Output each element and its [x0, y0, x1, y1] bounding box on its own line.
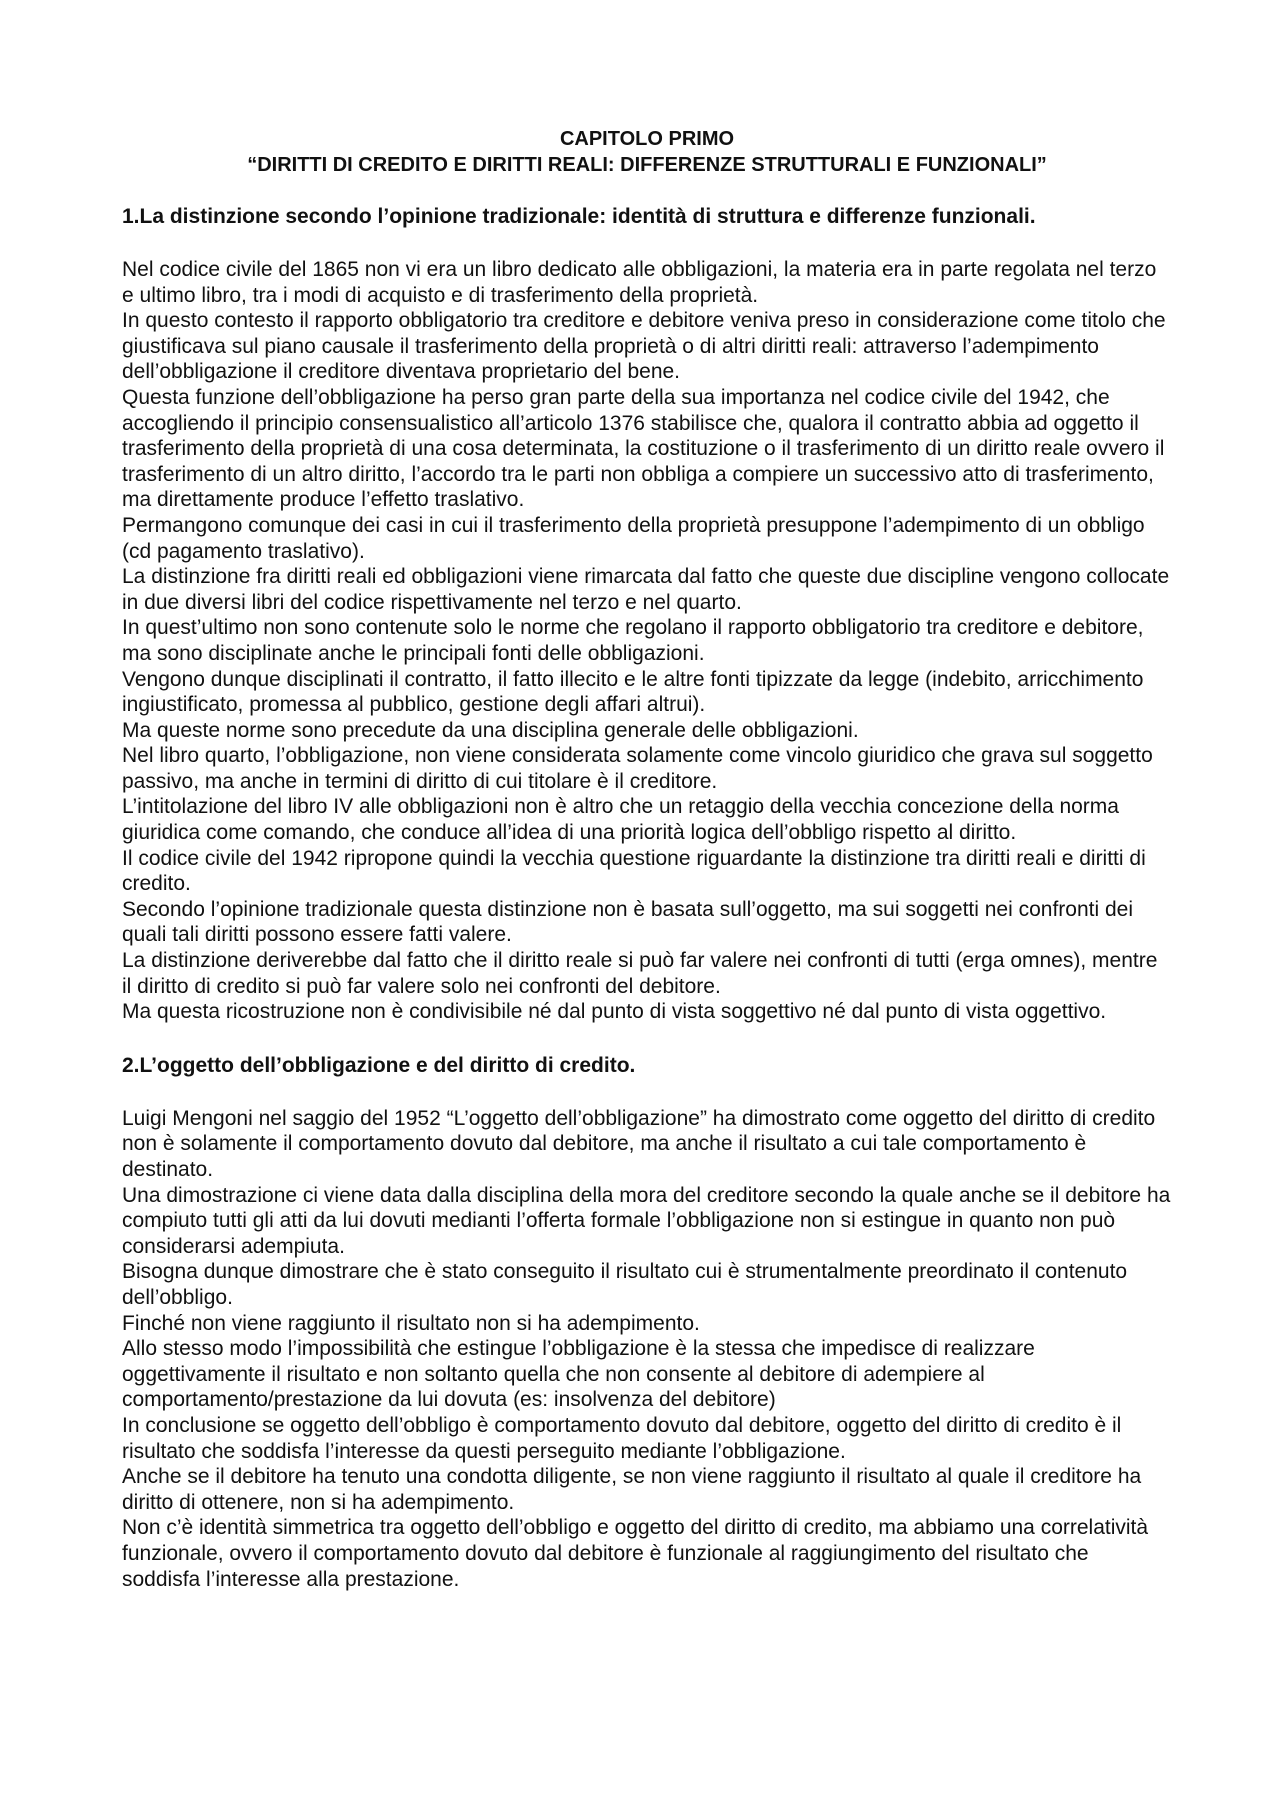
paragraph: Il codice civile del 1942 ripropone quindi la vecchia questione riguardante la distinzione tra diritti reali e diritti di credito. — [122, 846, 1146, 896]
paragraph: Questa funzione dell’obbligazione ha perso gran parte della sua importanza nel codice civile del 1942, che accogliendo il principio consensualistico all’articolo 1376 stabilisce che, qualora il contratto abbia ad oggetto il trasferimento della proprietà di una cosa determinata, la costituzione o il trasferimento di un diritto reale ovvero il trasferimento di un altro diritto, l’accordo tra le parti non obbliga a compiere un successivo atto di trasferimento, ma direttamente produce l’effetto traslativo. — [122, 385, 1165, 512]
paragraph: La distinzione fra diritti reali ed obbligazioni viene rimarcata dal fatto che queste due discipline vengono collocate in due diversi libri del codice rispettivamente nel terzo e nel quarto. — [122, 565, 1170, 614]
document-page — [122, 126, 1172, 1592]
chapter-subtitle: “DIRITTI DI CREDITO E DIRITTI REALI: DIFFERENZE STRUTTURALI E FUNZIONALI” — [247, 154, 1047, 176]
section-1-heading: 1.La distinzione secondo l’opinione tradizionale: identità di struttura e differenze funzionali. — [122, 205, 1036, 228]
section-2-heading: 2.L’oggetto dell’obbligazione e del diritto di credito. — [122, 1053, 636, 1077]
paragraph: Ma queste norme sono precedute da una disciplina generale delle obbligazioni. — [122, 718, 859, 742]
paragraph: Secondo l’opinione tradizionale questa distinzione non è basata sull’oggetto, ma sui soggetti nei confronti dei quali tali diritti possono essere fatti valere. — [122, 897, 1134, 947]
paragraph: Nel codice civile del 1865 non vi era un libro dedicato alle obbligazioni, la materia era in parte regolata nel terzo e ultimo libro, tra i modi di acquisto e di trasferimento della proprietà. — [122, 258, 1157, 307]
paragraph: In conclusione se oggetto dell’obbligo è comportamento dovuto dal debitore, oggetto del diritto di credito è il risultato che soddisfa l’interesse da questi perseguito mediante l’obbligazione. — [122, 1413, 1122, 1463]
paragraph: Allo stesso modo l’impossibilità che estingue l’obbligazione è la stessa che impedisce di realizzare oggettivamente il risultato e non soltanto quella che non consente al debitore di adempiere al comportamento/prestazione da lui dovuta (es: insolvenza del debitore) — [122, 1337, 1035, 1412]
paragraph: La distinzione deriverebbe dal fatto che il diritto reale si può far valere nei confronti di tutti (erga omnes), mentre il diritto di credito si può far valere solo nei confronti del debitore. — [122, 949, 1158, 998]
paragraph: Luigi Mengoni nel saggio del 1952 “L’oggetto dell’obbligazione” ha dimostrato come oggetto del diritto di credito non è solamente il comportamento dovuto dal debitore, ma anche il risultato a cui tale comportamento è destinato. — [122, 1106, 1156, 1181]
paragraph: Una dimostrazione ci viene data dalla disciplina della mora del creditore secondo la quale anche se il debitore ha compiuto tutti gli atti da lui dovuti medianti l’offerta formale l’obbligazione non si estingue in quanto non può considerarsi adempiuta. — [122, 1183, 1171, 1258]
paragraph: Ma questa ricostruzione non è condivisibile né dal punto di vista soggettivo né dal punto di vista oggettivo. — [122, 1000, 1107, 1024]
section-2-body — [122, 1106, 1172, 1592]
section-1-body — [122, 257, 1172, 1025]
paragraph: Vengono dunque disciplinati il contratto, il fatto illecito e le altre fonti tipizzate da legge (indebito, arricchimento ingiustificato, promessa al pubblico, gestione degli affari altrui). — [122, 667, 1144, 717]
paragraph: Permangono comunque dei casi in cui il trasferimento della proprietà presuppone l’adempimento di un obbligo (cd pagamento traslativo). — [122, 513, 1145, 563]
paragraph: Anche se il debitore ha tenuto una condotta diligente, se non viene raggiunto il risultato al quale il creditore ha diritto di ottenere, non si ha adempimento. — [122, 1465, 1142, 1514]
paragraph: Non c’è identità simmetrica tra oggetto dell’obbligo e oggetto del diritto di credito, ma abbiamo una correlatività funzionale, ovvero il comportamento dovuto dal debitore è funzionale al raggiungimento del risultato che soddisfa l’interesse alla prestazione. — [122, 1516, 1149, 1591]
paragraph: Bisogna dunque dimostrare che è stato conseguito il risultato cui è strumentalmente preordinato il contenuto dell’obbligo. — [122, 1260, 1128, 1309]
chapter-label: CAPITOLO PRIMO — [559, 128, 735, 150]
paragraph: In quest’ultimo non sono contenute solo le norme che regolano il rapporto obbligatorio tra creditore e debitore, ma sono disciplinate anche le principali fonti delle obbligazioni. — [122, 616, 1144, 665]
chapter-title-block — [122, 126, 1172, 178]
paragraph: In questo contesto il rapporto obbligatorio tra creditore e debitore veniva preso in considerazione come titolo che giustificava sul piano causale il trasferimento della proprietà o di altri diritti reali: attraverso l’adempimento dell’obbligazione il creditore diventava proprietario del bene. — [122, 309, 1166, 384]
paragraph: Finché non viene raggiunto il risultato non si ha adempimento. — [122, 1311, 700, 1335]
paragraph: Nel libro quarto, l’obbligazione, non viene considerata solamente come vincolo giuridico che grava sul soggetto passivo, ma anche in termini di diritto di cui titolare è il creditore. — [122, 744, 1153, 793]
paragraph: L’intitolazione del libro IV alle obbligazioni non è altro che un retaggio della vecchia concezione della norma giuridica come comando, che conduce all’idea di una priorità logica dell’obbligo rispetto al diritto. — [122, 795, 1119, 845]
